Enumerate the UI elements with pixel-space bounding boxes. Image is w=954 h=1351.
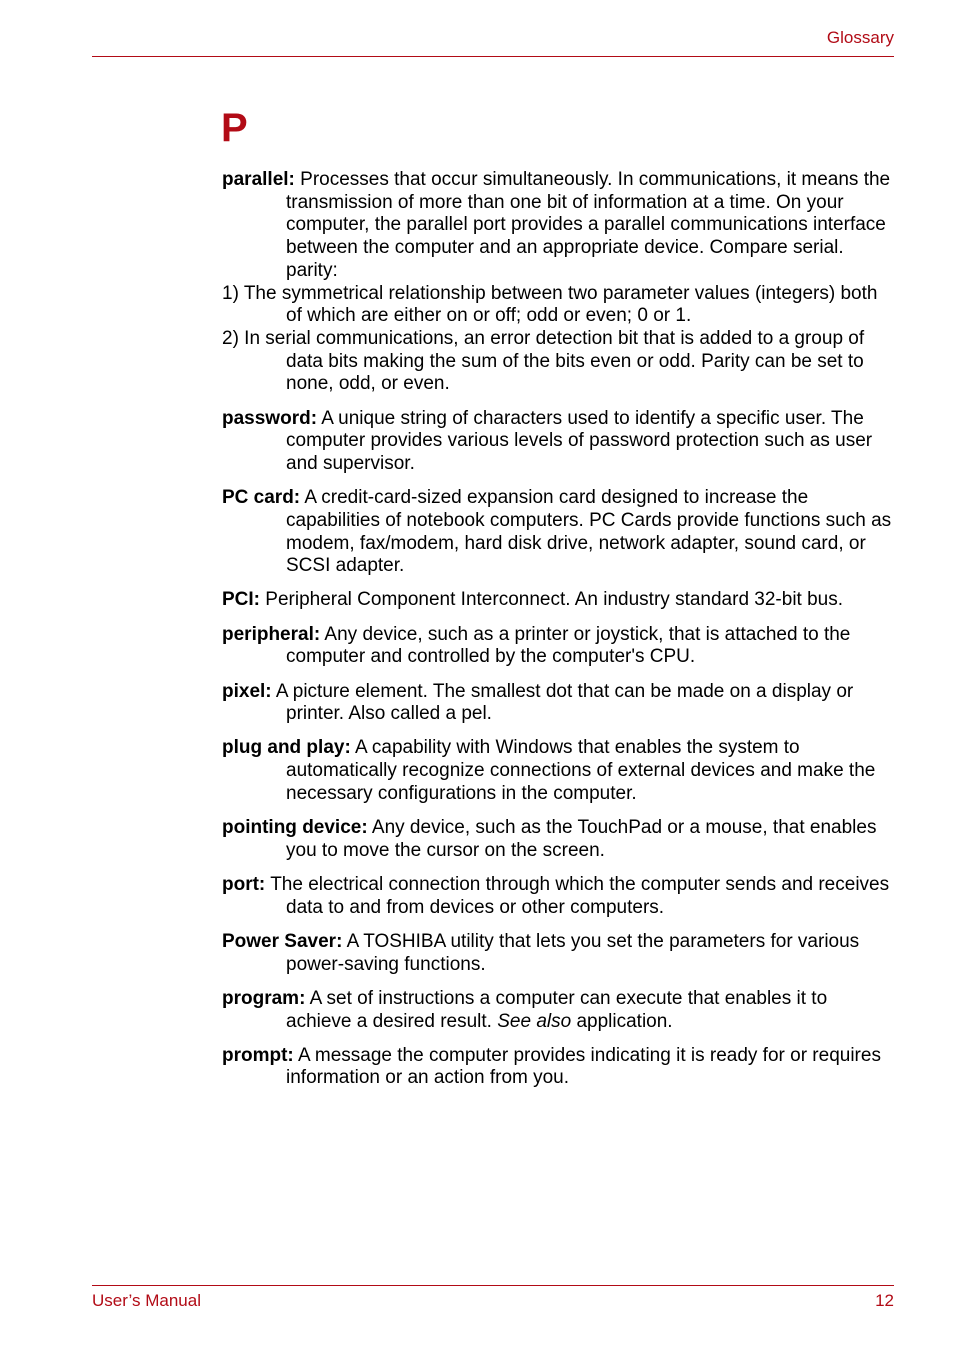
glossary-definition-line: 1) The symmetrical relationship between two parameter values (integers) both of which are either on or off; odd or even; 0 or 1. bbox=[222, 282, 878, 327]
glossary-term: plug and play: bbox=[222, 737, 351, 759]
footer-rule bbox=[92, 1285, 894, 1286]
glossary-term: port: bbox=[222, 873, 266, 895]
glossary-term: prompt: bbox=[222, 1044, 294, 1066]
glossary-entry-pci bbox=[222, 589, 894, 612]
glossary-term: pixel: bbox=[222, 680, 272, 702]
glossary-term: peripheral: bbox=[222, 623, 321, 645]
glossary-term: Power Saver: bbox=[222, 930, 343, 952]
running-header-section: Glossary bbox=[826, 28, 894, 47]
glossary-entry-power-saver bbox=[222, 931, 894, 976]
glossary-entry-parallel bbox=[222, 169, 894, 396]
section-letter-heading: P bbox=[221, 106, 248, 150]
glossary-entry-pointing-device bbox=[222, 817, 894, 862]
glossary-term: program: bbox=[222, 987, 306, 1009]
glossary-term: password: bbox=[222, 407, 318, 429]
glossary-definition: A capability with Windows that enables the system to automatically recognize connections of external devices and make the necessary configurations in the computer. bbox=[286, 737, 876, 804]
glossary-entry-list bbox=[222, 169, 894, 1102]
glossary-definition: Any device, such as a printer or joystick, that is attached to the computer and controlled by the computer's CPU. bbox=[286, 623, 851, 668]
glossary-term: pointing device: bbox=[222, 817, 368, 839]
glossary-entry-program bbox=[222, 988, 894, 1033]
glossary-term: PCI: bbox=[222, 589, 260, 611]
footer-manual-title: User’s Manual bbox=[92, 1291, 201, 1310]
glossary-definition: A credit-card-sized expansion card designed to increase the capabilities of notebook computers. PC Cards provide functions such as modem, fax/modem, hard disk drive, network adapter, sound card, or SCSI adapter. bbox=[286, 487, 892, 577]
glossary-entry-prompt bbox=[222, 1045, 894, 1090]
glossary-entry-password bbox=[222, 408, 894, 476]
glossary-definition-tail: application. bbox=[571, 1010, 673, 1032]
glossary-term: PC card: bbox=[222, 487, 301, 509]
glossary-term: parallel: bbox=[222, 169, 295, 190]
glossary-definition: The electrical connection through which the computer sends and receives data to and from devices or other computers. bbox=[265, 873, 890, 918]
glossary-entry-port bbox=[222, 874, 894, 919]
glossary-definition: A message the computer provides indicating it is ready for or requires information or an action from you. bbox=[286, 1044, 881, 1089]
glossary-entry-peripheral bbox=[222, 624, 894, 669]
glossary-definition: Any device, such as the TouchPad or a mouse, that enables you to move the cursor on the screen. bbox=[286, 817, 877, 861]
glossary-definition: A unique string of characters used to identify a specific user. The computer provides various levels of password protection such as user and supervisor. bbox=[286, 407, 873, 474]
header-rule bbox=[92, 56, 894, 57]
glossary-definition: Processes that occur simultaneously. In communications, it means the transmission of more than one bit of information at a time. On your computer, the parallel port provides a parallel communications interface between the computer and an appropriate device. Compare serial. parity: bbox=[286, 169, 891, 281]
glossary-definition: A picture element. The smallest dot that can be made on a display or printer. Also called a pel. bbox=[271, 680, 854, 725]
glossary-definition: A set of instructions a computer can execute that enables it to achieve a desired result. bbox=[286, 987, 828, 1032]
glossary-definition-line: 2) In serial communications, an error detection bit that is added to a group of data bits making the sum of the bits even or odd. Parity can be set to none, odd, or even. bbox=[222, 327, 865, 395]
glossary-definition: A TOSHIBA utility that lets you set the parameters for various power-saving functions. bbox=[286, 930, 860, 975]
glossary-definition: Peripheral Component Interconnect. An industry standard 32-bit bus. bbox=[260, 589, 844, 611]
footer-page-number: 12 bbox=[875, 1291, 894, 1310]
glossary-entry-pixel bbox=[222, 681, 894, 726]
see-also-reference: See also bbox=[497, 1010, 572, 1032]
glossary-entry-pc-card bbox=[222, 487, 894, 578]
glossary-entry-plug-and-play bbox=[222, 737, 894, 805]
